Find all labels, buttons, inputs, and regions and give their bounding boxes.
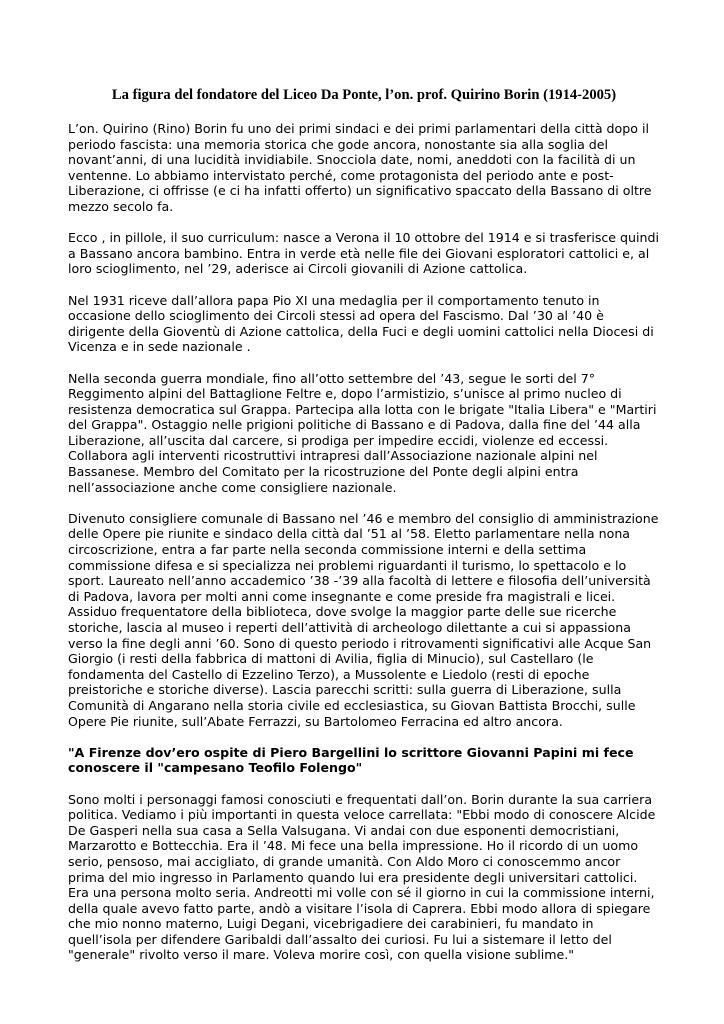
paragraph-personalities: Sono molti i personaggi famosi conosciuti e frequentati dall’on. Borin durante la sua carriera politica. Vediamo i più importanti in questa veloce carrellata: "Ebbi modo di conoscere Alcide De Gasperi nella sua casa a Sella Valsugana. Vi andai con due esponenti democristiani, Marzarotto e Bottecchia. Era il ’48. Mi fece una bella impressione. Ho il ricordo di un uomo serio, pensoso, mai accigliato, di grande umanità. Con Aldo Moro ci conoscemmo ancor prima del mio ingresso in Parlamento quando lui era presidente degli universitari cattolici. Era una persona molto seria. Andreotti mi volle con sé il giorno in cui la commissione interni, della quale avevo fatto parte, andò a visitare l’isola di Caprera. Ebbi modo allora di spiegare che mio nonno materno, Luigi Degani, vicebrigadiere dei carabinieri, fu mandato in quell’isola per difendere Garibaldi dall’assalto dei curiosi. Fu lui a sistemare il letto del "generale" rivolto verso il mare. Voleva morire così, con quella visione sublime." [68,791,656,963]
paragraph-career: Divenuto consigliere comunale di Bassano nel ’46 e membro del consiglio di amministrazione delle Opere pie riunite e sindaco della città dal ’51 al ’58. Eletto parlamentare nella nona circoscrizione, entra a far parte nella seconda commissione interni e della settima commissione difesa e si specializza nei problemi riguardanti il turismo, lo spettacolo e lo sport. Laureato nell’anno accademico ’38 -’39 alla facoltà di lettere e filosofia dell’università di Padova, lavora per molti anni come insegnante e come preside fra magistrali e licei. Assiduo frequentatore della biblioteca, dove svolge la maggior parte delle sue ricerche storiche, lascia al museo i reperti dell’attività di archeologo dilettante a cui si appassiona verso la fine degli anni ’60. Sono di questo periodo i ritrovamenti significativi alle Acque San Giorgio (i resti della fabbrica di mattoni di Avilia, figlia di Minucio), sul Castellaro (le fondamenta del Castello di Ezzelino Terzo), a Mussolente e Liedolo (resti di epoche preistoriche e storiche diverse). Lascia parecchi scritti: sulla guerra di Liberazione, sulla Comunità di Angarano nella storia civile ed ecclesiastica, su Giovan Battista Brocchi, sulle Opere Pie riunite, sull’Abate Ferrazzi, su Bartolomeo Ferracina ed altro ancora. [68,510,659,729]
section-subheading: "A Firenze dov’ero ospite di Piero Bargellini lo scrittore Giovanni Papini mi fece conoscere il "campesano Teofilo Folengo" [68,744,634,776]
paragraph-curriculum: Ecco , in pillole, il suo curriculum: nasce a Verona il 10 ottobre del 1914 e si trasferisce quindi a Bassano ancora bambino. Entra in verde età nelle file dei Giovani esploratori cattolici e, al loro scioglimento, nel ’29, aderisce ai Circoli giovanili di Azione cattolica. [68,230,660,277]
paragraph-1931: Nel 1931 riceve dall’allora papa Pio XI una medaglia per il comportamento tenuto in occasione dello scioglimento dei Circoli stessi ad opera del Fascismo. Dal ’30 al ’40 è dirigente della Gioventù di Azione cattolica, della Fuci e degli uomini cattolici nella Diocesi di Vicenza e in sede nazionale . [68,292,654,355]
document-title: La figura del fondatore del Liceo Da Ponte, l’on. prof. Quirino Borin (1914-2005) [111,87,617,103]
paragraph-war: Nella seconda guerra mondiale, fino all’otto settembre del ’43, segue le sorti del 7° Reggimento alpini del Battaglione Feltre e, dopo l’armistizio, s’unisce al primo nucleo di resistenza democratica sul Grappa. Partecipa alla lotta con le brigate "Italia Libera" e "Martiri del Grappa". Ostaggio nelle prigioni politiche di Bassano e di Padova, dalla fine del ’44 alla Liberazione, all’uscita dal carcere, si prodiga per impedire eccidi, violenze ed eccessi. Collabora agli interventi ricostruttivi intrapresi dall’Associazione nazionale alpini nel Bassanese. Membro del Comitato per la ricostruzione del Ponte degli alpini entra nell’associazione anche come consigliere nazionale. [68,370,657,495]
paragraph-intro: L’on. Quirino (Rino) Borin fu uno dei primi sindaci e dei primi parlamentari della città dopo il periodo fascista: una memoria storica che gode ancora, nonostante sia alla soglia del novant’anni, di una lucidità invidiabile. Snocciola date, nomi, aneddoti con la facilità di un ventenne. Lo abbiamo intervistato perché, come protagonista del periodo ante e post-Liberazione, ci offrisse (e ci ha infatti offerto) un significativo spaccato della Bassano di oltre mezzo secolo fa. [68,121,652,214]
document-page [68,86,660,979]
